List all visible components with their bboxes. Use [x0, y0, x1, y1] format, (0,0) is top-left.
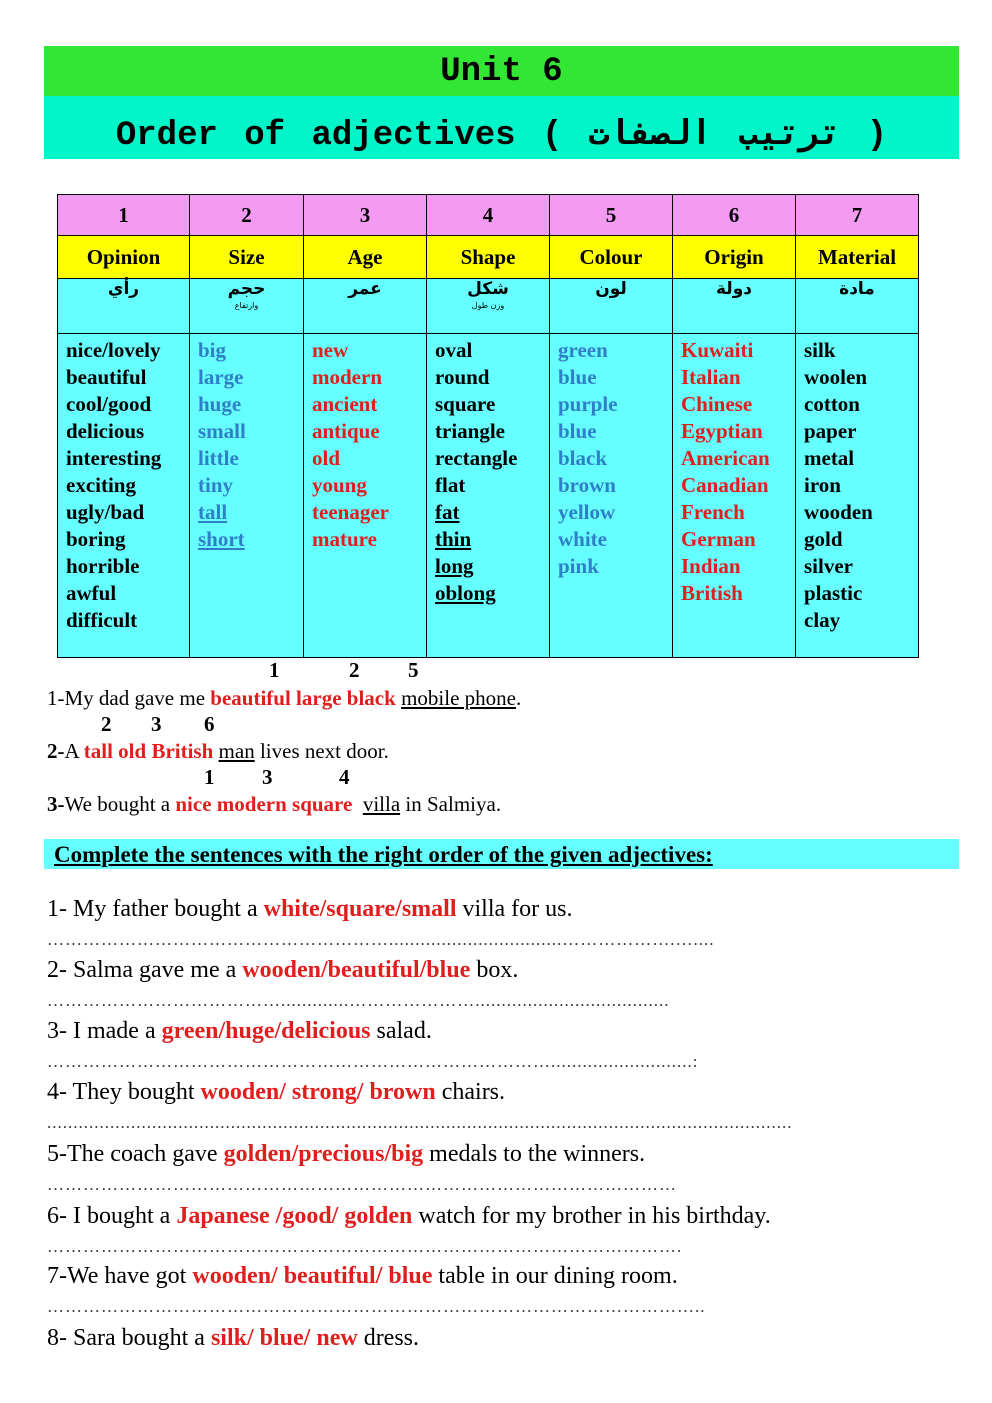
arabic-word: لون	[595, 279, 627, 299]
arabic-label	[304, 279, 427, 334]
adjective-word: old	[312, 446, 341, 470]
adjective-word: triangle	[435, 419, 505, 443]
adjective-word: black	[558, 446, 608, 470]
question-text-end: villa for us.	[456, 896, 573, 922]
adjective-word: blue	[558, 365, 597, 389]
adjective-word: silver	[804, 554, 853, 578]
answer-line[interactable]: ………………………………….............………………….....................................	[47, 991, 670, 1010]
column-number: 7	[796, 195, 919, 236]
adjective-word: modern	[312, 365, 382, 389]
given-adjectives: green/huge/delicious	[161, 1018, 371, 1044]
question-text: 8- Sara bought a	[47, 1325, 211, 1351]
adjective-word: plastic	[804, 581, 863, 605]
category-material: Material	[796, 236, 919, 279]
answer-line[interactable]: ………………………………………………………………………………………………..	[47, 1297, 706, 1316]
question-8	[47, 1325, 419, 1352]
adjective-word: small	[198, 419, 246, 443]
column-number: 3	[304, 195, 427, 236]
question-2	[47, 957, 518, 984]
adjective-word: Indian	[681, 554, 741, 578]
question-text-end: watch for my brother in his birthday.	[412, 1203, 771, 1229]
adjective-word: green	[558, 338, 608, 362]
example-number: 5	[408, 658, 419, 682]
adjective-word: short	[198, 527, 245, 551]
category-shape: Shape	[427, 236, 550, 279]
adjective-word: rectangle	[435, 446, 518, 470]
adjective-word: fat	[435, 500, 460, 524]
question-text: 7-We have got	[47, 1263, 193, 1289]
question-text: 4- They bought	[47, 1079, 201, 1105]
adjective-word: woolen	[804, 365, 867, 389]
answer-line[interactable]: ……………………………………………………………………………………………	[47, 1175, 677, 1194]
example-3-numbers	[0, 765, 600, 791]
category-age: Age	[304, 236, 427, 279]
adjective-word: American	[681, 446, 770, 470]
question-7	[47, 1263, 678, 1290]
arabic-label	[796, 279, 919, 334]
arabic-word: حجم	[227, 279, 266, 299]
adjective-word: Italian	[681, 365, 741, 389]
adjective-word: Kuwaiti	[681, 338, 754, 362]
arabic-label	[58, 279, 190, 334]
question-text-end: dress.	[357, 1325, 420, 1351]
adjective-word: beautiful	[66, 365, 147, 389]
question-3	[47, 1018, 432, 1045]
adjective-order-table	[57, 194, 919, 658]
adjective-word: British	[681, 581, 743, 605]
adjective-word: boring	[66, 527, 126, 551]
adjective-word: white	[558, 527, 607, 551]
unit-title: Unit 6	[44, 46, 959, 96]
arabic-row	[58, 279, 919, 334]
example-sentence-1: 1-My dad gave me beautiful large black mobile phone.	[47, 686, 522, 710]
example-2-numbers	[0, 712, 600, 738]
example-number: 3	[151, 712, 162, 736]
example-number: 2	[349, 658, 360, 682]
adjective-list-opinion	[58, 334, 190, 658]
arabic-word: عمر	[348, 279, 382, 299]
category-row	[58, 236, 919, 279]
question-text: 2- Salma gave me a	[47, 957, 243, 983]
example-number: 4	[339, 765, 350, 789]
arabic-note: وارتفاع	[234, 301, 259, 310]
example-number: 2	[101, 712, 112, 736]
adjective-word: oblong	[435, 581, 496, 605]
category-colour: Colour	[550, 236, 673, 279]
question-text-end: box.	[470, 957, 519, 983]
column-number: 5	[550, 195, 673, 236]
adjective-word: teenager	[312, 500, 389, 524]
number-row	[58, 195, 919, 236]
example-number: 1	[269, 658, 280, 682]
adjective-word: pink	[558, 554, 599, 578]
answer-line[interactable]: ………………………………………………….................................……………….…....	[47, 930, 715, 949]
adjective-word: yellow	[558, 500, 616, 524]
category-opinion: Opinion	[58, 236, 190, 279]
adjective-word: tall	[198, 500, 228, 524]
given-adjectives: wooden/beautiful/blue	[242, 957, 471, 983]
column-number: 1	[58, 195, 190, 236]
adjective-word: metal	[804, 446, 855, 470]
adjective-word: horrible	[66, 554, 140, 578]
adjective-word: huge	[198, 392, 242, 416]
adjective-list-material	[796, 334, 919, 658]
adjective-word: blue	[558, 419, 597, 443]
adjective-word: French	[681, 500, 745, 524]
adjective-word: cotton	[804, 392, 860, 416]
adjective-word: square	[435, 392, 496, 416]
adjective-word: awful	[66, 581, 117, 605]
answer-line[interactable]: …………………………………………………………………………………………….	[47, 1237, 683, 1256]
question-1	[47, 896, 573, 923]
adjective-word: little	[198, 446, 239, 470]
adjectives-row	[58, 334, 919, 658]
question-4	[47, 1079, 505, 1106]
adjective-word: ugly/bad	[66, 500, 145, 524]
answer-line[interactable]: …………………………………………………………………………...........................:	[47, 1052, 699, 1071]
adjective-word: oval	[435, 338, 473, 362]
adjective-word: flat	[435, 473, 466, 497]
arabic-label	[427, 279, 550, 334]
example-number: 3	[262, 765, 273, 789]
adjective-word: nice/lovely	[66, 338, 161, 362]
adjective-word: mature	[312, 527, 377, 551]
question-6	[47, 1203, 771, 1230]
given-adjectives: wooden/ beautiful/ blue	[192, 1263, 433, 1289]
arabic-label	[550, 279, 673, 334]
adjective-word: thin	[435, 527, 472, 551]
example-sentence-3: 3-We bought a nice modern square villa in Salmiya.	[47, 792, 502, 816]
adjective-word: tiny	[198, 473, 234, 497]
adjective-word: clay	[804, 608, 841, 632]
adjective-word: round	[435, 365, 490, 389]
adjective-word: German	[681, 527, 756, 551]
arabic-note: وزن طول	[471, 301, 505, 310]
adjective-list-age	[304, 334, 427, 658]
column-number: 2	[190, 195, 304, 236]
example-sentence-2: 2-A tall old British man lives next door.	[47, 739, 389, 763]
example-number: 1	[204, 765, 215, 789]
adjective-word: cool/good	[66, 392, 152, 416]
column-number: 6	[673, 195, 796, 236]
adjective-list-size	[190, 334, 304, 658]
adjective-word: paper	[804, 419, 857, 443]
adjective-word: big	[198, 338, 227, 362]
category-size: Size	[190, 236, 304, 279]
adjective-list-shape	[427, 334, 550, 658]
question-text: 1- My father bought a	[47, 896, 264, 922]
question-text: 3- I made a	[47, 1018, 162, 1044]
adjective-list-colour	[550, 334, 673, 658]
page-title: Order of adjectives ( ترتيب الصفات )	[44, 96, 959, 159]
given-adjectives: white/square/small	[263, 896, 457, 922]
question-text: 6- I bought a	[47, 1203, 177, 1229]
adjective-word: new	[312, 338, 349, 362]
question-text-end: salad.	[370, 1018, 432, 1044]
arabic-word: شكل	[467, 279, 509, 299]
adjective-word: iron	[804, 473, 841, 497]
arabic-word: دولة	[716, 279, 752, 299]
adjective-word: delicious	[66, 419, 145, 443]
instruction-heading: Complete the sentences with the right order of the given adjectives:	[44, 839, 959, 869]
adjective-word: wooden	[804, 500, 873, 524]
given-adjectives: wooden/ strong/ brown	[200, 1079, 436, 1105]
question-text-end: table in our dining room.	[432, 1263, 678, 1289]
answer-line[interactable]: ..............................................................................................................................................	[47, 1113, 793, 1132]
question-text-end: chairs.	[435, 1079, 506, 1105]
column-number: 4	[427, 195, 550, 236]
given-adjectives: Japanese /good/ golden	[176, 1203, 413, 1229]
adjective-word: difficult	[66, 608, 138, 632]
adjective-word: Egyptian	[681, 419, 763, 443]
adjective-word: antique	[312, 419, 380, 443]
adjective-word: ancient	[312, 392, 378, 416]
adjective-word: gold	[804, 527, 843, 551]
given-adjectives: golden/precious/big	[223, 1141, 424, 1167]
adjective-word: purple	[558, 392, 618, 416]
adjective-word: silk	[804, 338, 836, 362]
arabic-label	[190, 279, 304, 334]
adjective-list-origin	[673, 334, 796, 658]
question-text-end: medals to the winners.	[423, 1141, 646, 1167]
adjective-word: long	[435, 554, 474, 578]
adjective-word: interesting	[66, 446, 162, 470]
given-adjectives: silk/ blue/ new	[210, 1325, 358, 1351]
example-1-numbers	[0, 658, 600, 684]
arabic-label	[673, 279, 796, 334]
question-text: 5-The coach gave	[47, 1141, 224, 1167]
category-origin: Origin	[673, 236, 796, 279]
adjective-word: exciting	[66, 473, 136, 497]
arabic-word: رأي	[107, 279, 140, 299]
arabic-word: مادة	[839, 279, 875, 299]
adjective-word: young	[312, 473, 367, 497]
adjective-word: Canadian	[681, 473, 769, 497]
adjective-word: large	[198, 365, 244, 389]
adjective-word: Chinese	[681, 392, 753, 416]
example-number: 6	[204, 712, 215, 736]
adjective-word: brown	[558, 473, 616, 497]
question-5	[47, 1141, 645, 1168]
